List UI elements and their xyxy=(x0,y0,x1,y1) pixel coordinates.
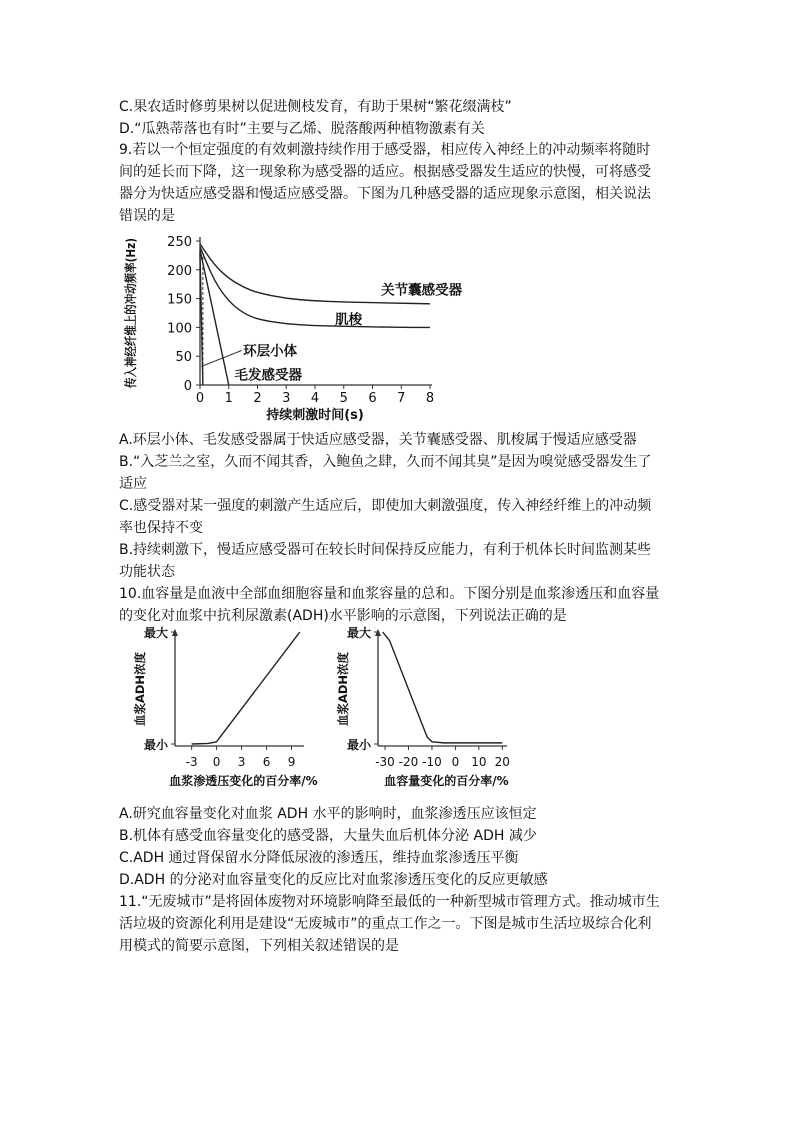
question-9-line-1: 9.若以一个恒定强度的有效刺激持续作用于感受器，相应传入神经上的冲动频率将随时 xyxy=(119,142,651,158)
option-b-q9: B.“入芝兰之室，久而不闻其香，入鲍鱼之肆，久而不闻其臭”是因为嗅觉感受器发生了 xyxy=(119,454,652,470)
question-9-line-3: 器分为快适应感受器和慢适应感受器。下图为几种感受器的适应现象示意图，相关说法 xyxy=(119,186,651,202)
series-line-3 xyxy=(200,250,229,385)
x-tick-label: -30 xyxy=(375,755,395,769)
x-tick-label: 0 xyxy=(451,755,460,769)
x-tick-label: 1 xyxy=(224,391,233,406)
y-tick-label: 50 xyxy=(175,350,192,366)
x-tick-label: 10 xyxy=(471,755,487,769)
volume-adh-chart xyxy=(322,620,512,800)
y-tick-label-max: 最大 xyxy=(143,626,168,640)
option-c-q10: C.ADH 通过肾保留水分降低尿液的渗透压，维持血浆渗透压平衡 xyxy=(119,850,519,866)
x-tick-label: 0 xyxy=(195,391,205,406)
series-label-2: 环层小体 xyxy=(243,343,298,360)
y-tick-label-min: 最小 xyxy=(346,738,371,752)
x-tick-label: 0 xyxy=(212,755,221,769)
question-11-line-2: 活垃圾的资源化利用是建设“无废城市”的重点工作之一。下图是城市生活垃圾综合化利 xyxy=(119,916,652,932)
y-axis-label: 血浆ADH浓度 xyxy=(133,651,147,727)
osmotic-adh-chart xyxy=(119,620,318,800)
x-tick-label: 6 xyxy=(368,391,377,406)
series-label-0: 关节囊感受器 xyxy=(381,282,463,299)
adh-line xyxy=(192,632,300,744)
x-tick-label: -10 xyxy=(422,755,442,769)
series-label-1: 肌梭 xyxy=(335,311,363,328)
option-d-q10: D.ADH 的分泌对血容量变化的反应比对血浆渗透压变化的反应更敏感 xyxy=(119,872,548,888)
option-a-q9: A.环层小体、毛发感受器属于快适应感受器，关节囊感受器、肌梭属于慢适应感受器 xyxy=(119,432,637,448)
option-b2-q9: B.持续刺激下，慢适应感受器可在较长时间保持反应能力，有利于机体长时间监测某些 xyxy=(119,542,652,558)
x-tick-label: 4 xyxy=(310,391,320,406)
question-11-line-3: 用模式的简要示意图，下列相关叙述错误的是 xyxy=(119,938,399,954)
x-tick-label: 9 xyxy=(287,755,296,769)
question-11-line-1: 11.“无废城市”是将固体废物对环境影响降至最低的一种新型城市管理方式。推动城市生 xyxy=(119,894,660,910)
y-tick-label: 200 xyxy=(167,263,192,279)
option-c-q8: C.果农适时修剪果树以促进侧枝发育，有助于果树“繁花缀满枝” xyxy=(119,99,512,115)
y-tick-label: 0 xyxy=(183,379,192,394)
option-c-q9: C.感受器对某一强度的刺激产生适应后，即使加大刺激强度，传入神经纤维上的冲动频 xyxy=(119,498,652,514)
option-c-q9-cont: 率也保持不变 xyxy=(119,520,203,536)
x-tick-label: -3 xyxy=(185,755,198,769)
x-tick-label: 3 xyxy=(237,755,246,769)
option-a-q10: A.研究血容量变化对血浆 ADH 水平的影响时，血浆渗透压应该恒定 xyxy=(119,806,537,822)
question-9-line-2: 间的延长而下降，这一现象称为感受器的适应。根据感受器发生适应的快慢，可将感受 xyxy=(119,164,651,180)
option-d-q8: D.“瓜熟蒂落也有时”主要与乙烯、脱落酸两种植物激素有关 xyxy=(119,121,485,137)
y-tick-label-min: 最小 xyxy=(143,738,168,752)
question-10-line-1: 10.血容量是血液中全部血细胞容量和血浆容量的总和。下图分别是血浆渗透压和血容量 xyxy=(119,586,660,602)
x-tick-label: 2 xyxy=(253,391,262,406)
y-tick-label: 150 xyxy=(167,292,192,308)
x-tick-label: -20 xyxy=(398,755,419,769)
x-tick-label: 6 xyxy=(262,755,271,769)
x-axis-label: 血容量变化的百分率/% xyxy=(384,774,509,788)
option-b-q10: B.机体有感受血容量变化的感受器，大量失血后机体分泌 ADH 减少 xyxy=(119,828,537,844)
y-tick-label: 250 xyxy=(167,235,192,250)
y-tick-label: 100 xyxy=(167,321,192,337)
series-label-3: 毛发感受器 xyxy=(234,367,302,384)
question-9-line-4: 错误的是 xyxy=(119,208,175,224)
adh-line xyxy=(383,632,503,743)
x-tick-label: 5 xyxy=(339,391,348,406)
x-tick-label: 20 xyxy=(494,755,510,769)
x-axis-label: 血浆渗透压变化的百分率/% xyxy=(169,774,318,788)
question-10-line-2: 的变化对血浆中抗利尿激素(ADH)水平影响的示意图，下列说法正确的是 xyxy=(119,608,567,624)
y-axis-label: 传入神经纤维上的冲动频率(Hz) xyxy=(123,208,138,388)
option-b2-q9-cont: 功能状态 xyxy=(119,564,175,580)
x-tick-label: 3 xyxy=(282,391,291,406)
x-tick-label: 7 xyxy=(397,391,406,406)
y-tick-label-max: 最大 xyxy=(346,626,371,640)
option-b-q9-cont: 适应 xyxy=(119,476,147,492)
y-axis-label: 血浆ADH浓度 xyxy=(336,651,350,727)
x-axis-label: 持续刺激时间(s) xyxy=(266,408,364,423)
x-tick-label: 8 xyxy=(425,391,435,406)
